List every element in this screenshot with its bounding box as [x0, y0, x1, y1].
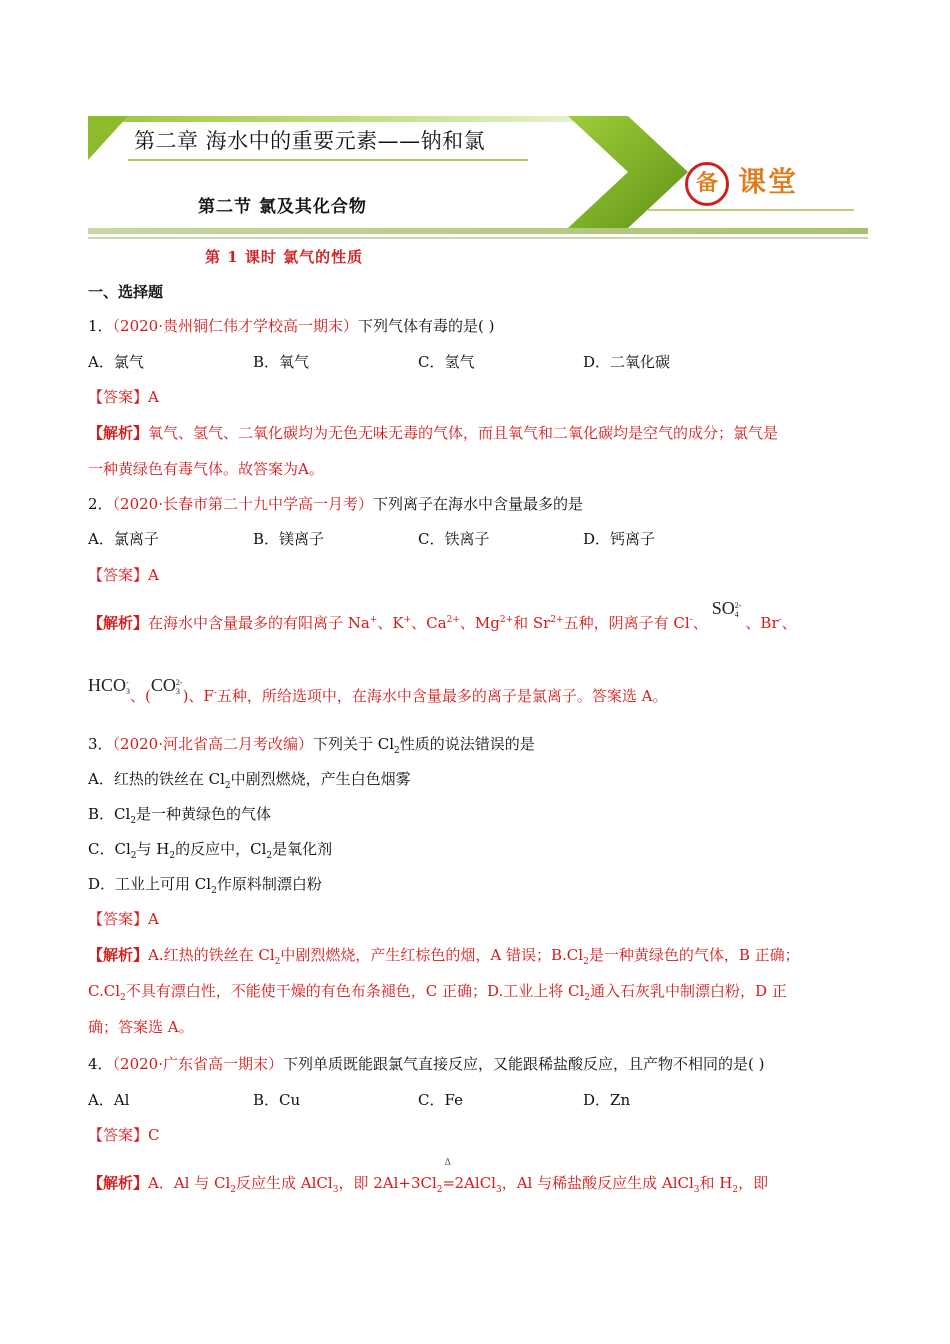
- answer-label: 【答案】: [88, 566, 149, 584]
- analysis-text: 在海水中含量最多的有阳离子 Na: [148, 614, 370, 632]
- question-number: 1．: [88, 317, 113, 335]
- analysis-text: 是一种黄绿色的气体，B 正确；: [588, 946, 800, 964]
- option-a: [88, 769, 411, 789]
- subscript: 2: [732, 1185, 739, 1195]
- answer-value: A: [148, 910, 159, 928]
- subscript: 2: [224, 781, 231, 791]
- subscript: 3: [495, 1185, 502, 1195]
- charge: -: [778, 615, 782, 625]
- formula-text: CO: [150, 675, 176, 695]
- analysis-3-line3: 确；答案选 A。: [88, 1018, 194, 1036]
- option-a: A．氯离子: [88, 530, 159, 548]
- option-c: C．Fe: [418, 1091, 463, 1109]
- analysis-text: A.红热的铁丝在 Cl: [148, 946, 275, 964]
- question-1-options: [88, 352, 863, 372]
- equals-sign: =: [442, 1174, 456, 1192]
- question-source: （2020·河北省高二月考改编）: [112, 735, 313, 753]
- analysis-4-line1: [88, 1158, 769, 1195]
- subscript: 2: [211, 886, 217, 896]
- charge: +: [403, 615, 412, 625]
- option-b: B．镁离子: [253, 530, 325, 548]
- analysis-text: 五种，所给选项中，在海水中含量最多的离子是氯离子。答案选 A。: [216, 687, 668, 705]
- analysis-3-line1: [88, 945, 800, 965]
- charge: 2+: [446, 615, 460, 625]
- section-title: 第二节 氯及其化合物: [198, 197, 367, 217]
- heating-equals: [442, 1158, 456, 1193]
- lesson-title: 第 1 课时 氯气的性质: [205, 248, 364, 266]
- logo-badge: 备: [685, 162, 729, 206]
- option-d: D．钙离子: [583, 530, 656, 548]
- subscript: 2: [274, 957, 281, 967]
- analysis-1-line2: 一种黄绿色有毒气体。故答案为A。: [88, 460, 324, 478]
- analysis-text: 和 Sr: [513, 614, 551, 632]
- subscript: 2: [169, 851, 176, 861]
- question-number: 4．: [88, 1055, 113, 1073]
- analysis-label: 【解析】: [88, 424, 149, 442]
- analysis-1-line1: [88, 423, 778, 443]
- option-text: 是氧化剂: [272, 840, 333, 858]
- analysis-label: 【解析】: [88, 614, 149, 632]
- question-stem: 下列离子在海水中含量最多的是: [373, 495, 584, 513]
- option-c: C．铁离子: [418, 530, 490, 548]
- formula-sup: -: [126, 677, 129, 687]
- analysis-text: 中剧烈燃烧，产生红棕色的烟，A 错误；B.Cl: [280, 946, 584, 964]
- question-4-options: [88, 1090, 863, 1110]
- top-bar: [88, 116, 588, 122]
- subscript: 2: [584, 993, 591, 1003]
- formula-text: HCO: [88, 675, 127, 695]
- analysis-text: 和 H: [699, 1174, 733, 1192]
- answer-value: C: [148, 1126, 160, 1144]
- subscript: 2: [583, 957, 589, 967]
- formula-sup: 2-: [734, 600, 742, 610]
- bottom-bar: [88, 228, 868, 234]
- analysis-text: 氧气、氢气、二氧化碳均为无色无味无毒的气体，而且氧气和二氧化碳均是空气的成分；氯气是: [148, 424, 779, 442]
- carbonate-ion: [151, 675, 183, 695]
- answer-value: A: [148, 566, 159, 584]
- option-d: [88, 874, 322, 894]
- subscript: 2: [130, 851, 137, 861]
- question-2-options: [88, 529, 863, 549]
- analysis-text: 不具有漂白性，不能使干燥的有色布条褪色，C 正确；D.工业上将 Cl: [125, 982, 585, 1000]
- option-d: D．Zn: [583, 1091, 631, 1109]
- option-text: 是一种黄绿色的气体: [136, 805, 272, 823]
- question-stem: 下列单质既能跟氯气直接反应，又能跟稀盐酸反应，且产物不相同的是( ): [283, 1055, 765, 1073]
- question-number: 2．: [88, 495, 113, 513]
- option-text: 作原料制漂白粉: [216, 875, 322, 893]
- question-4: [88, 1054, 764, 1074]
- option-b: B．Cu: [253, 1091, 301, 1109]
- left-triangle: [88, 116, 128, 160]
- formula-sup: 2-: [175, 677, 183, 687]
- answer-value: A: [148, 388, 159, 406]
- analysis-text: 、K: [377, 614, 404, 632]
- option-a: A．Al: [88, 1091, 130, 1109]
- analysis-text: A．Al 与 Cl: [148, 1174, 231, 1192]
- option-b: [88, 804, 271, 824]
- analysis-text: ，Al 与稀盐酸反应生成 AlCl: [501, 1174, 694, 1192]
- subscript: 2: [266, 851, 273, 861]
- logo-text: 课堂: [738, 165, 799, 198]
- bicarbonate-ion: [88, 675, 130, 695]
- analysis-2-line1: [88, 598, 797, 633]
- analysis-text: ，即 2Al+3Cl: [338, 1174, 437, 1192]
- subscript: 2: [130, 816, 137, 826]
- analysis-label: 【解析】: [88, 1174, 149, 1192]
- answer-label: 【答案】: [88, 910, 149, 928]
- analysis-text: 、Mg: [459, 614, 500, 632]
- analysis-text: 通入石灰乳中制漂白粉，D 正: [590, 982, 787, 1000]
- charge: 2+: [550, 615, 564, 625]
- analysis-text: 、(: [130, 687, 151, 705]
- question-source: （2020·长春市第二十九中学高一月考）: [112, 495, 373, 513]
- charge: -: [689, 615, 693, 625]
- analysis-3-line2: [88, 981, 787, 1001]
- formula-text: SO: [711, 598, 735, 618]
- analysis-text: 、: [692, 614, 708, 632]
- subscript: 2: [394, 746, 400, 756]
- question-1: [88, 316, 494, 336]
- subscript: 3: [332, 1185, 339, 1195]
- option-text: A．红热的铁丝在 Cl: [88, 770, 225, 788]
- answer-label: 【答案】: [88, 388, 149, 406]
- option-b: B．氧气: [253, 353, 310, 371]
- option-c: [88, 839, 332, 859]
- question-stem: 下列关于 Cl: [313, 735, 395, 753]
- analysis-label: 【解析】: [88, 946, 149, 964]
- subscript: 2: [436, 1185, 443, 1195]
- analysis-text: 反应生成 AlCl: [236, 1174, 333, 1192]
- analysis-text: 五种，阴离子有 Cl: [563, 614, 690, 632]
- answer-3: [88, 909, 159, 929]
- answer-2: [88, 565, 159, 585]
- option-text: 与 H: [136, 840, 170, 858]
- question-source: （2020·广东省高一期末）: [112, 1055, 283, 1073]
- option-text: D．工业上可用 Cl: [88, 875, 212, 893]
- sulfate-ion: [712, 598, 742, 618]
- formula-sub: 4: [734, 609, 739, 619]
- chapter-title: 第二章 海水中的重要元素——钠和氯: [134, 129, 486, 153]
- question-3: [88, 734, 535, 754]
- charge: -: [213, 688, 217, 698]
- subscript: 2: [230, 1185, 237, 1195]
- analysis-text: 、: [781, 614, 797, 632]
- option-text: 的反应中，Cl: [175, 840, 267, 858]
- analysis-text: 、Br: [745, 614, 779, 632]
- question-source: （2020·贵州铜仁伟才学校高一期末）: [112, 317, 358, 335]
- analysis-2-line2: [88, 675, 668, 706]
- subscript: 2: [120, 993, 126, 1003]
- chevron-shape: [568, 116, 688, 228]
- question-number: 3．: [88, 735, 113, 753]
- option-d: D．二氧化碳: [583, 353, 671, 371]
- analysis-text: C.Cl: [88, 982, 120, 1000]
- subscript: 3: [693, 1185, 700, 1195]
- option-text: 中剧烈燃烧，产生白色烟雾: [230, 770, 411, 788]
- answer-1: [88, 387, 159, 407]
- formula-sub: 3: [175, 686, 180, 696]
- option-c: C．氢气: [418, 353, 475, 371]
- question-stem: 性质的说法错误的是: [399, 735, 535, 753]
- charge: 2+: [499, 615, 514, 625]
- analysis-text: )、F: [182, 687, 214, 705]
- section-heading: 一、选择题: [88, 283, 164, 301]
- question-2: [88, 494, 583, 514]
- charge: +: [369, 615, 378, 625]
- analysis-text: 、Ca: [411, 614, 447, 632]
- answer-4: [88, 1125, 160, 1145]
- formula-sub: 3: [126, 686, 131, 696]
- analysis-text: 2AlCl: [454, 1174, 496, 1192]
- delta-symbol: Δ: [444, 1158, 452, 1168]
- analysis-text: ，即: [738, 1174, 769, 1192]
- answer-label: 【答案】: [88, 1126, 149, 1144]
- option-text: B．Cl: [88, 805, 131, 823]
- option-a: A．氯气: [88, 353, 144, 371]
- question-stem: 下列气体有毒的是( ): [358, 317, 495, 335]
- option-text: C．Cl: [88, 840, 131, 858]
